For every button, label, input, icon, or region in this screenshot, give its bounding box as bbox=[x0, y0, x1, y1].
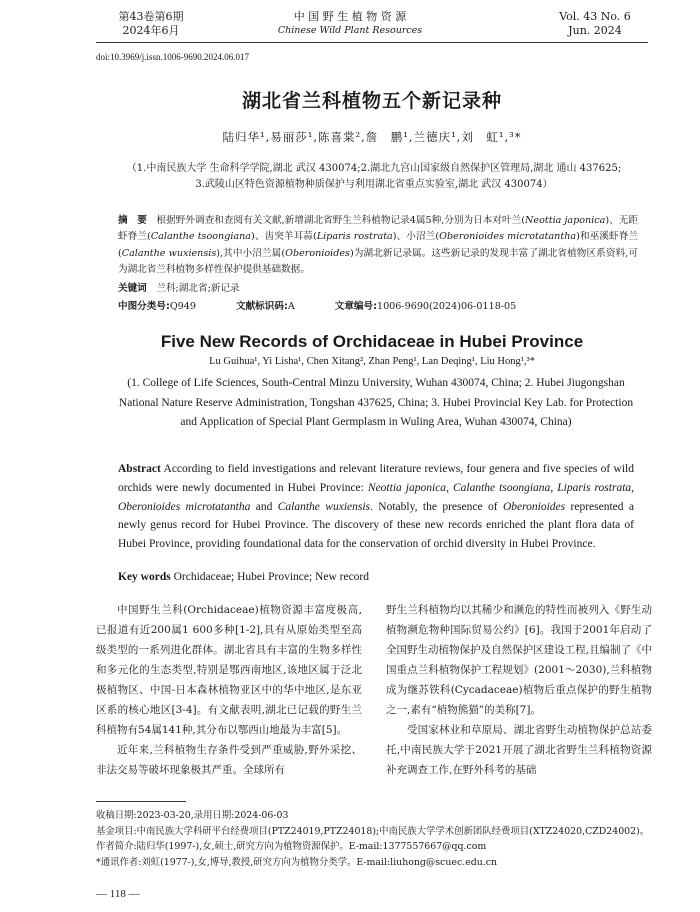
en-abstract bbox=[118, 460, 634, 554]
body-column-left bbox=[96, 600, 362, 780]
header-volume-cn bbox=[96, 10, 206, 38]
body-paragraph: 中国野生兰科(Orchidaceae)植物资源丰富度极高,已报道有近200属1 600多种[1-2],具有从原始类型至高级类型的一系列进化群体。湖北省具有丰富的生物多样性和多元化的生态类型,特别是鄂西南地区,该地区属于泛北极植物区、中国-日本森林植物亚区中的华中地区,是东亚区系的核心地区[3-4]。有文献表明,湖北已记载的野生兰科植物有54属141种,其分布以鄂西山地最为丰富[5]。 bbox=[96, 604, 362, 736]
footnote-author: 作者简介:陆归华(1997-),女,硕士,研究方向为植物资源保护。E-mail:1377557667@qq.com bbox=[96, 841, 487, 853]
species-name: Neottia japonica bbox=[525, 215, 606, 226]
doi[interactable]: doi:10.3969/j.issn.1006-9690.2024.06.017 bbox=[96, 52, 250, 62]
header-journal-cn: 中 国 野 生 植 物 资 源 bbox=[293, 10, 407, 23]
en-abstract-text: . Notably, the presence of bbox=[370, 500, 503, 513]
cn-classification bbox=[118, 298, 556, 312]
species-name: Oberonioides bbox=[502, 500, 566, 513]
cn-abstract-text: 根据野外调查和查阅有关文献,新增湖北省野生兰科植物记录4属5种,分别为日本对叶兰( bbox=[156, 215, 526, 226]
en-abstract-text: , bbox=[631, 481, 635, 494]
species-name: Calanthe wuxiensis bbox=[277, 500, 371, 513]
page-number: — 118 — bbox=[96, 888, 140, 900]
en-keywords-label: Key words bbox=[118, 571, 171, 583]
en-affiliation: (1. College of Life Sciences, South-Central Minzu University, Wuhan 430074, China; 2. Hubei Jiugongshan National Nature Reserve Administration, Tongshan 437625, China; 3. Hubei Provincial Key Lab. for Protection and Application of Special Plant Germplasm in Wuling Area, Wuhan 430074, China) bbox=[118, 377, 634, 428]
species-name: Oberonioides bbox=[285, 247, 350, 259]
body-paragraph: 近年来,兰科植物生存条件受到严重威胁,野外采挖、非法交易等破坏现象极其严重。全球所有 bbox=[96, 744, 362, 776]
species-name: Oberonioides microtatantha bbox=[439, 231, 577, 243]
body-paragraph: 野生兰科植物均以其稀少和濒危的特性而被列入《野生动植物濒危物种国际贸易公约》[6]。我国于2001年启动了全国野生动植物保护及自然保护区建设工程,且编制了《中国重点兰科植物保护工程规划》(2001～2030),兰科植物成为继苏铁科(Cycadaceae)植物后重点保护的野生植物之一,素有“植物熊猫”的美称[7]。 bbox=[386, 604, 652, 716]
header-date-en: Jun. 2024 bbox=[568, 24, 622, 37]
cn-abstract-text: )、齿突羊耳蒜( bbox=[251, 231, 317, 243]
cn-abstract-text: )、无距虾脊兰( bbox=[118, 215, 638, 243]
doc-code-value: A bbox=[287, 301, 295, 312]
cn-abstract bbox=[118, 213, 638, 279]
en-abstract-text: represented a newly genus record for Hubei Province. The discovery of these new records enriched the plant flora data of Hubei Province, providing foundational data for the conservation of orchid diversity in Hubei Province. bbox=[118, 500, 635, 551]
footnote-rule bbox=[96, 801, 186, 802]
cn-abstract-label: 摘 要 bbox=[118, 215, 147, 226]
header-rule bbox=[96, 42, 648, 43]
footnote-funding: 基金项目:中南民族大学科研平台经费项目(PTZ24019,PTZ24018);中南民族大学学术创新团队经费项目(XTZ24020,CZD24002)。 bbox=[96, 825, 650, 837]
species-name: Calanthe tsoongiana bbox=[452, 481, 551, 494]
header-volume-cn-text: 第43卷第6期 bbox=[118, 10, 184, 23]
cn-affiliation bbox=[110, 161, 638, 193]
class-label: 中图分类号: bbox=[118, 301, 170, 312]
cn-title: 湖北省兰科植物五个新记录种 bbox=[241, 90, 502, 112]
cn-abstract-text: )、小沼兰( bbox=[392, 231, 440, 243]
en-keywords-text: Orchidaceae; Hubei Province; New record bbox=[173, 571, 370, 583]
class-value: Q949 bbox=[169, 301, 196, 312]
en-keywords bbox=[118, 571, 369, 583]
en-abstract-text: According to field investigations and relevant literature reviews, four genera and five species of wild orchids were newly documented in Hubei Province: bbox=[118, 463, 634, 494]
body-paragraph: 受国家林业和草原局、湖北省野生动植物保护总站委托,中南民族大学于2021开展了湖北省野生兰科植物资源补充调查工作,在野外科考的基础 bbox=[386, 724, 652, 776]
en-abstract-text: , bbox=[550, 481, 558, 494]
cn-affiliation-line1: （1.中南民族大学 生命科学学院,湖北 武汉 430074;2.湖北九宫山国家级自然保护区管理局,湖北 通山 437625; bbox=[126, 163, 622, 174]
article-no-label: 文章编号: bbox=[334, 301, 377, 312]
cn-abstract-text: )和巫溪虾脊兰( bbox=[118, 231, 638, 259]
header-volume-en bbox=[540, 10, 650, 38]
footnotes bbox=[96, 808, 656, 870]
cn-keywords-label: 关键词 bbox=[118, 283, 147, 294]
species-name: Calanthe tsoongiana bbox=[150, 231, 252, 243]
header-volume-en-text: Vol. 43 No. 6 bbox=[559, 10, 631, 23]
article-no-value: 1006-9690(2024)06-0118-05 bbox=[376, 301, 517, 312]
footnote-dates: 收稿日期:2023-03-20,录用日期:2024-06-03 bbox=[96, 810, 289, 821]
body-column-right bbox=[386, 600, 652, 780]
footnote-corresponding: *通讯作者:刘虹(1977-),女,博导,教授,研究方向为植物分类学。E-mail:liuhong@scuec.edu.cn bbox=[96, 856, 498, 868]
header-journal-en: Chinese Wild Plant Resources bbox=[277, 25, 423, 36]
en-abstract-label: Abstract bbox=[118, 463, 161, 475]
en-abstract-text: , bbox=[446, 481, 453, 494]
species-name: Neottia japonica bbox=[367, 481, 447, 494]
cn-authors: 陆归华¹,易丽莎¹,陈喜棠²,詹 鹏¹,兰德庆¹,刘 虹¹,³* bbox=[222, 130, 522, 144]
header-date-cn: 2024年6月 bbox=[122, 24, 180, 37]
en-abstract-text: and bbox=[250, 500, 278, 513]
en-authors: Lu Guihua¹, Yi Lisha¹, Chen Xitang², Zhan Peng¹, Lan Deqing¹, Liu Hong¹,³* bbox=[209, 356, 535, 367]
cn-abstract-text: )为湖北新记录属。这些新记录的发现丰富了湖北省植物区系资料,可为湖北省兰科植物多样性保护提供基础数据。 bbox=[118, 247, 638, 276]
species-name: Calanthe wuxiensis bbox=[121, 247, 217, 259]
species-name: Liparis rostrata bbox=[316, 231, 393, 243]
en-title: Five New Records of Orchidaceae in Hubei Province bbox=[160, 332, 584, 351]
doc-code-label: 文献标识码: bbox=[236, 301, 288, 312]
cn-keywords bbox=[118, 280, 240, 294]
cn-affiliation-line2: 3.武陵山区特色资源植物种质保护与利用湖北省重点实验室,湖北 武汉 430074） bbox=[195, 179, 553, 190]
species-name: Oberonioides microtatantha bbox=[118, 500, 251, 513]
cn-keywords-text: 兰科;湖北省;新记录 bbox=[156, 283, 240, 294]
header-journal bbox=[250, 10, 450, 38]
cn-abstract-text: ),其中小沼兰属( bbox=[216, 247, 286, 259]
species-name: Liparis rostrata bbox=[557, 481, 632, 494]
